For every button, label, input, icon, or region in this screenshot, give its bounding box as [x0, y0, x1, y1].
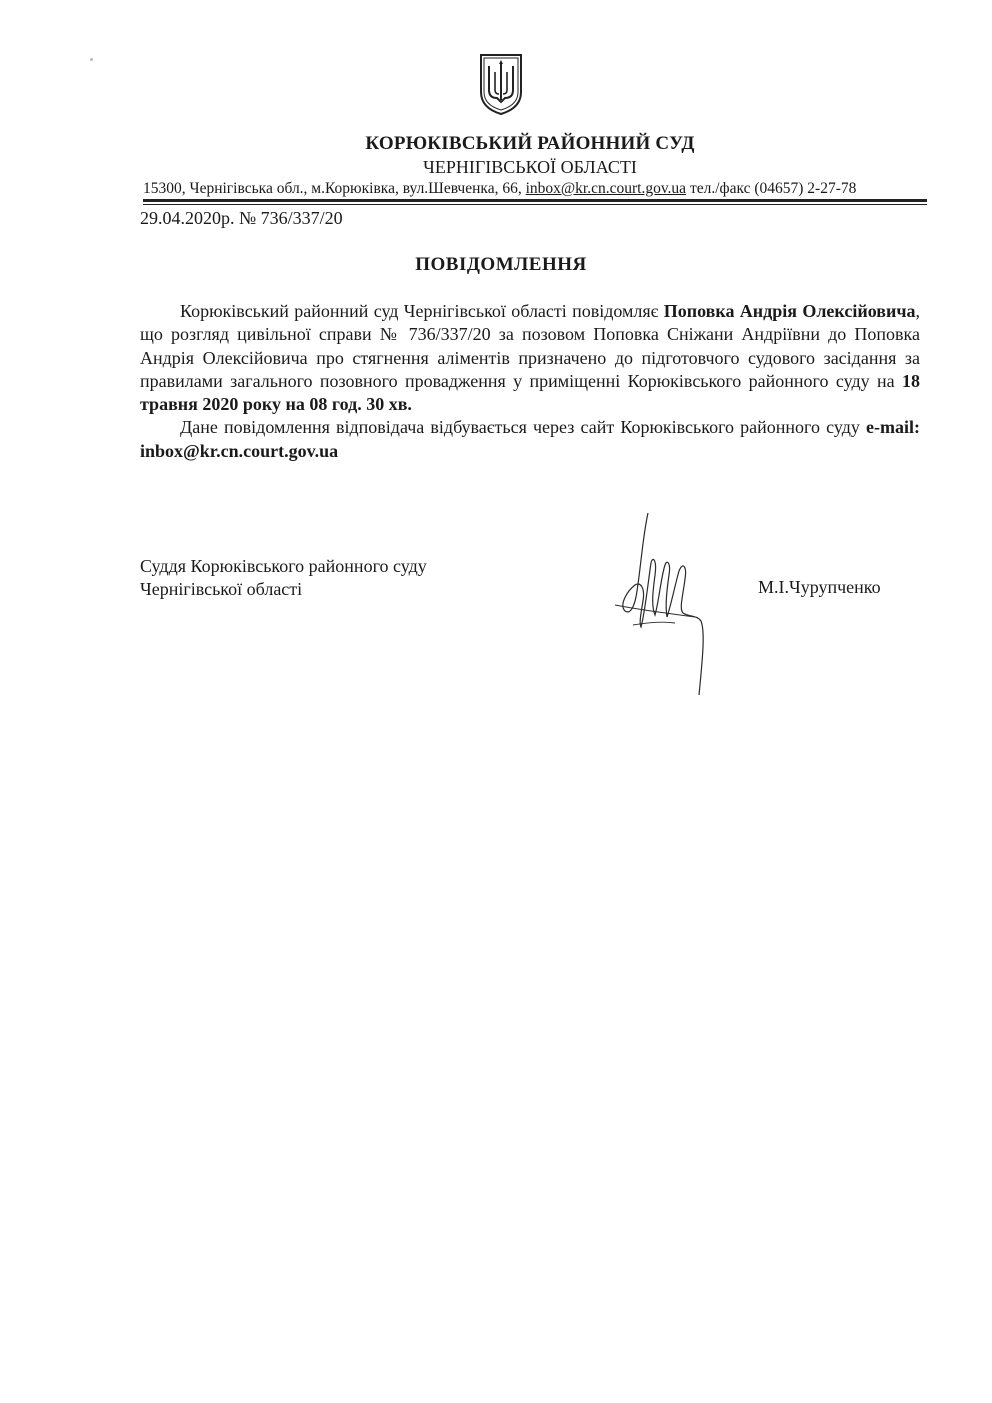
- addressee-name: Поповка Андрія Олексійовича: [663, 301, 916, 321]
- paragraph-1: [140, 300, 920, 416]
- registration-number: 29.04.2020р. № 736/337/20: [140, 208, 343, 228]
- paragraph-1-main: , що розгляд цивільної справи № 736/337/20 за позовом Поповка Сніжани Андріївни до Поповка Андрія Олексійовича про стягнення аліментів призначено до підготовчого судового засідання за правилами загального позовного провадження у приміщенні Корюківського районного суду на: [140, 301, 921, 391]
- coat-of-arms-icon: [478, 52, 524, 116]
- paragraph-2-text: Дане повідомлення відповідача відбувається через сайт Корюківського районного суду: [180, 417, 867, 438]
- scan-speck: [90, 58, 93, 61]
- contact-email[interactable]: e-mail: inbox@kr.cn.court.gov.ua: [140, 417, 920, 461]
- hearing-datetime: 18 травня 2020 року на 08 год. 30 хв.: [140, 370, 920, 415]
- judge-position-line-2: Чернігівської області: [140, 579, 303, 599]
- paragraph-2: [140, 416, 920, 463]
- handwritten-signature: [605, 505, 715, 705]
- document-title: ПОВІДОМЛЕННЯ: [415, 254, 587, 275]
- address-email-link[interactable]: inbox@kr.cn.court.gov.ua: [525, 180, 687, 197]
- address-phone: тел./факс (04657) 2-27-78: [686, 180, 857, 197]
- address-prefix: 15300, Чернігівська обл., м.Корюківка, вул.Шевченка, 66,: [143, 180, 526, 197]
- judge-name: М.І.Чурупченко: [758, 577, 881, 597]
- court-address: [143, 180, 925, 198]
- notice-body: [140, 300, 920, 463]
- header-divider-thin: [143, 204, 927, 205]
- court-name: КОРЮКІВСЬКИЙ РАЙОННИЙ СУД: [365, 133, 695, 154]
- judge-position-line-1: Суддя Корюківського районного суду: [140, 556, 427, 576]
- court-region: ЧЕРНІГІВСЬКОЇ ОБЛАСТІ: [423, 157, 637, 177]
- judge-position: [140, 555, 427, 601]
- header-divider-thick: [143, 199, 927, 202]
- paragraph-1-intro: Корюківський районний суд Чернігівської області повідомляє: [180, 301, 664, 321]
